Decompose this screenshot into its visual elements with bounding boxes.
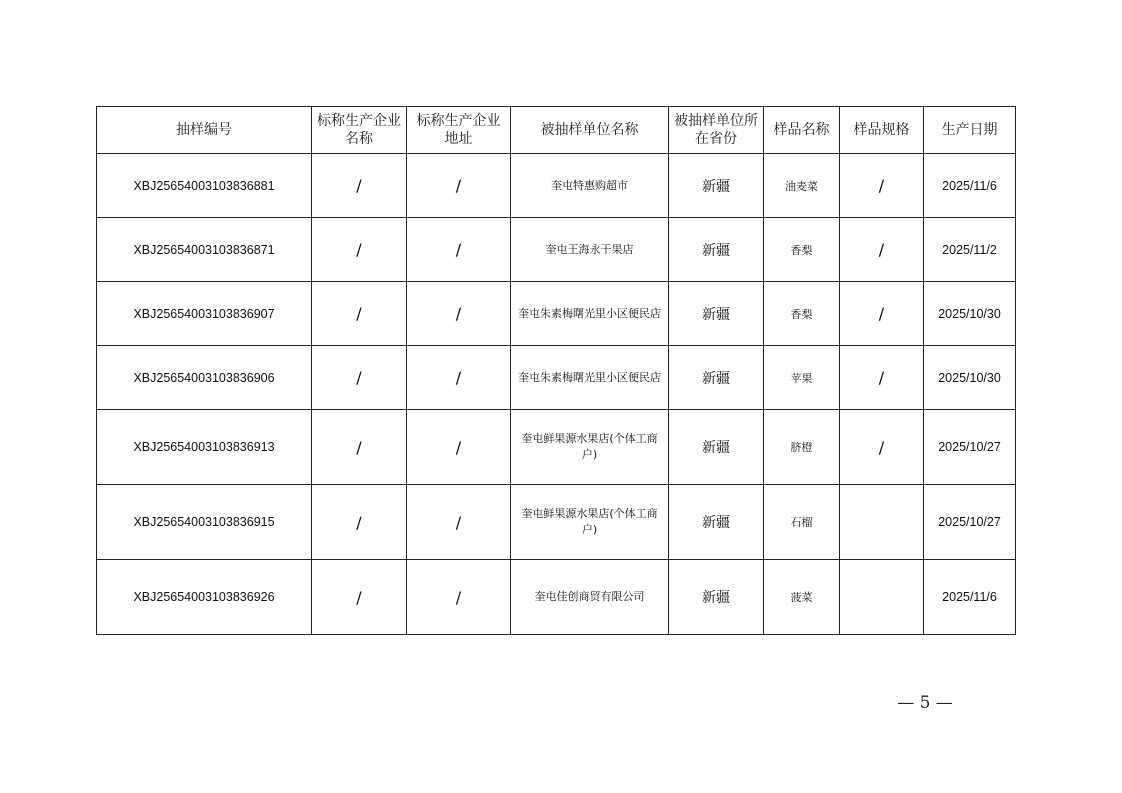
cell-manufacturer-name: /	[312, 560, 407, 635]
cell-sample-spec: /	[840, 154, 924, 218]
cell-province: 新疆	[669, 410, 764, 485]
cell-sample-spec	[840, 560, 924, 635]
cell-manufacturer-name: /	[312, 485, 407, 560]
table-row	[97, 346, 1016, 410]
cell-province: 新疆	[669, 218, 764, 282]
cell-manufacturer-name: /	[312, 410, 407, 485]
cell-sample-name: 脐橙	[764, 410, 840, 485]
header-province: 被抽样单位所在省份	[669, 107, 764, 154]
table-row	[97, 410, 1016, 485]
header-sample-spec: 样品规格	[840, 107, 924, 154]
cell-sample-code: XBJ25654003103836871	[97, 218, 312, 282]
table-row	[97, 154, 1016, 218]
cell-sample-code: XBJ25654003103836913	[97, 410, 312, 485]
cell-sampled-unit: 奎屯鲜果源水果店(个体工商户)	[511, 410, 669, 485]
header-sample-code: 抽样编号	[97, 107, 312, 154]
cell-sample-name: 菠菜	[764, 560, 840, 635]
cell-manufacturer-address: /	[407, 282, 511, 346]
header-sampled-unit: 被抽样单位名称	[511, 107, 669, 154]
cell-sample-spec: /	[840, 346, 924, 410]
cell-sample-name: 香梨	[764, 218, 840, 282]
header-manufacturer-address: 标称生产企业地址	[407, 107, 511, 154]
cell-sample-name: 石榴	[764, 485, 840, 560]
cell-manufacturer-address: /	[407, 410, 511, 485]
header-production-date: 生产日期	[924, 107, 1016, 154]
cell-manufacturer-address: /	[407, 154, 511, 218]
cell-production-date: 2025/10/27	[924, 410, 1016, 485]
cell-manufacturer-name: /	[312, 282, 407, 346]
cell-manufacturer-name: /	[312, 218, 407, 282]
cell-sample-name: 香梨	[764, 282, 840, 346]
cell-manufacturer-name: /	[312, 346, 407, 410]
cell-sampled-unit: 奎屯王海永干果店	[511, 218, 669, 282]
cell-province: 新疆	[669, 154, 764, 218]
cell-sampled-unit: 奎屯鲜果源水果店(个体工商户)	[511, 485, 669, 560]
header-manufacturer-name: 标称生产企业名称	[312, 107, 407, 154]
cell-sample-code: XBJ25654003103836906	[97, 346, 312, 410]
cell-sample-name: 油麦菜	[764, 154, 840, 218]
cell-production-date: 2025/10/30	[924, 346, 1016, 410]
table-header-row	[97, 107, 1016, 154]
cell-production-date: 2025/11/6	[924, 154, 1016, 218]
cell-sampled-unit: 奎屯朱素梅曙光里小区便民店	[511, 346, 669, 410]
cell-manufacturer-address: /	[407, 560, 511, 635]
cell-sample-spec: /	[840, 282, 924, 346]
sampling-table	[96, 106, 1016, 635]
cell-province: 新疆	[669, 346, 764, 410]
cell-production-date: 2025/11/6	[924, 560, 1016, 635]
cell-sample-spec	[840, 485, 924, 560]
cell-manufacturer-address: /	[407, 218, 511, 282]
cell-manufacturer-address: /	[407, 346, 511, 410]
cell-production-date: 2025/11/2	[924, 218, 1016, 282]
page-number: — 5 —	[897, 693, 953, 713]
cell-sampled-unit: 奎屯朱素梅曙光里小区便民店	[511, 282, 669, 346]
cell-province: 新疆	[669, 485, 764, 560]
cell-manufacturer-address: /	[407, 485, 511, 560]
cell-sample-spec: /	[840, 410, 924, 485]
cell-sample-spec: /	[840, 218, 924, 282]
cell-manufacturer-name: /	[312, 154, 407, 218]
table-row	[97, 560, 1016, 635]
table-row	[97, 218, 1016, 282]
cell-sample-name: 苹果	[764, 346, 840, 410]
cell-sample-code: XBJ25654003103836926	[97, 560, 312, 635]
cell-production-date: 2025/10/30	[924, 282, 1016, 346]
cell-province: 新疆	[669, 282, 764, 346]
cell-sample-code: XBJ25654003103836915	[97, 485, 312, 560]
table-row	[97, 282, 1016, 346]
cell-production-date: 2025/10/27	[924, 485, 1016, 560]
cell-sample-code: XBJ25654003103836881	[97, 154, 312, 218]
cell-sampled-unit: 奎屯佳创商贸有限公司	[511, 560, 669, 635]
header-sample-name: 样品名称	[764, 107, 840, 154]
cell-sampled-unit: 奎屯特惠购超市	[511, 154, 669, 218]
table-row	[97, 485, 1016, 560]
cell-sample-code: XBJ25654003103836907	[97, 282, 312, 346]
cell-province: 新疆	[669, 560, 764, 635]
